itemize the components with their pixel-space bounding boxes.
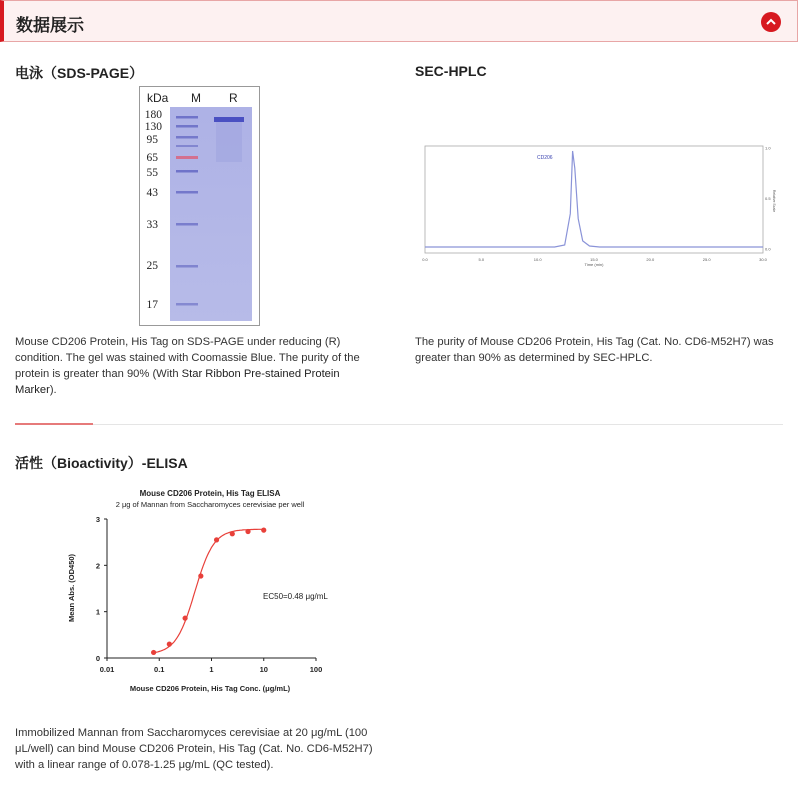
elisa-y-label: Mean Abs. (OD450) bbox=[67, 553, 76, 623]
elisa-x-tick: 0.01 bbox=[99, 665, 115, 674]
mw-marker: 130 bbox=[144, 121, 162, 133]
hplc-y-tick: 0.0 bbox=[765, 246, 771, 252]
marker-band bbox=[176, 156, 198, 159]
marker-band bbox=[176, 145, 198, 147]
sec-heading: SEC-HPLC bbox=[415, 63, 487, 79]
elisa-subtitle: 2 μg of Mannan from Saccharomyces cerevisiae per well bbox=[115, 500, 305, 509]
section-divider bbox=[15, 424, 783, 425]
elisa-data-point bbox=[261, 528, 266, 533]
elisa-data-point bbox=[245, 529, 250, 534]
elisa-title: Mouse CD206 Protein, His Tag ELISA bbox=[139, 489, 281, 498]
chevron-up-icon[interactable] bbox=[761, 12, 781, 32]
elisa-y-tick: 1 bbox=[95, 607, 100, 617]
section-header bbox=[0, 0, 798, 42]
section-title: 数据展示 bbox=[16, 16, 84, 35]
hplc-x-tick: 25.0 bbox=[702, 257, 711, 262]
elisa-y-tick: 2 bbox=[95, 561, 100, 571]
hplc-x-tick: 30.0 bbox=[759, 257, 767, 262]
mw-marker: 95 bbox=[146, 134, 158, 146]
elisa-x-tick: 10 bbox=[259, 665, 268, 674]
hplc-x-tick: 10.0 bbox=[533, 257, 542, 262]
marker-band bbox=[176, 191, 198, 194]
marker-band bbox=[176, 125, 198, 128]
elisa-x-tick: 100 bbox=[309, 665, 323, 674]
hplc-x-tick: 5.0 bbox=[478, 257, 485, 262]
sds-caption: Mouse CD206 Protein, His Tag on SDS-PAGE under reducing (R) condition. The gel was stained with Coomassie Blue. The purity of the protein is greater than 90% (With Star Ribbon Pre-stained Protein Marker). bbox=[15, 336, 360, 396]
elisa-x-label: Mouse CD206 Protein, His Tag Conc. (μg/mL) bbox=[129, 684, 291, 693]
gel-unit-label: kDa bbox=[147, 91, 169, 105]
hplc-y-label: Relative Scale bbox=[772, 189, 776, 213]
hplc-y-tick: 0.5 bbox=[765, 196, 771, 201]
elisa-x-tick: 1 bbox=[209, 665, 214, 674]
elisa-caption: Immobilized Mannan from Saccharomyces cerevisiae at 20 μg/mL (100 μL/well) can bind Mouse CD206 Protein, His Tag (Cat. No. CD6-M52H7) with a linear range of 0.078-1.25 μg/mL (QC tested). bbox=[15, 727, 373, 771]
elisa-y-tick: 0 bbox=[95, 654, 100, 663]
hplc-x-tick: 15.0 bbox=[590, 257, 598, 262]
marker-band bbox=[176, 170, 198, 173]
sample-band bbox=[214, 117, 244, 122]
sample-smear bbox=[216, 122, 242, 162]
hplc-x-tick: 0.0 bbox=[422, 257, 428, 262]
elisa-y-tick: 3 bbox=[95, 515, 100, 524]
elisa-heading: 活性（Bioactivity）-ELISA bbox=[15, 455, 188, 471]
elisa-annotation: EC50=0.48 μg/mL bbox=[263, 592, 328, 601]
gel-lane-label: M bbox=[191, 91, 201, 105]
elisa-data-point bbox=[183, 616, 188, 621]
gel-lanes bbox=[170, 107, 252, 321]
elisa-fit-curve bbox=[154, 529, 264, 652]
elisa-data-point bbox=[214, 537, 219, 542]
section-divider-accent bbox=[15, 423, 93, 425]
marker-link[interactable]: Star Ribbon Pre-stained Protein Marker bbox=[15, 368, 340, 396]
sds-gel-image bbox=[139, 86, 260, 326]
marker-band bbox=[176, 265, 198, 268]
elisa-data-point bbox=[230, 531, 235, 536]
elisa-data-point bbox=[198, 573, 203, 578]
elisa-x-tick: 0.1 bbox=[154, 665, 165, 674]
marker-band bbox=[176, 136, 198, 139]
hplc-x-tick: 20.0 bbox=[646, 257, 655, 262]
mw-marker: 180 bbox=[144, 109, 162, 121]
mw-marker: 33 bbox=[146, 219, 158, 231]
elisa-data-point bbox=[151, 650, 156, 655]
sds-heading: 电泳（SDS-PAGE） bbox=[15, 65, 144, 81]
hplc-x-label: Time (min) bbox=[584, 262, 604, 267]
mw-marker: 25 bbox=[146, 260, 158, 272]
marker-band bbox=[176, 303, 198, 306]
sec-hplc-chart bbox=[423, 146, 778, 270]
gel-lane-label: R bbox=[229, 91, 238, 105]
mw-marker: 43 bbox=[146, 187, 158, 199]
elisa-data-point bbox=[167, 642, 172, 647]
elisa-chart bbox=[60, 484, 360, 698]
mw-marker: 55 bbox=[146, 167, 158, 179]
hplc-series-label: CD206 bbox=[537, 155, 553, 161]
sec-caption: The purity of Mouse CD206 Protein, His Tag (Cat. No. CD6-M52H7) was greater than 90% as determined by SEC-HPLC. bbox=[415, 336, 774, 364]
mw-marker: 17 bbox=[146, 299, 158, 311]
hplc-y-tick: 1.0 bbox=[765, 145, 771, 151]
hplc-plot-area bbox=[425, 146, 763, 253]
marker-band bbox=[176, 116, 198, 119]
marker-band bbox=[176, 223, 198, 226]
mw-marker: 65 bbox=[146, 152, 158, 164]
